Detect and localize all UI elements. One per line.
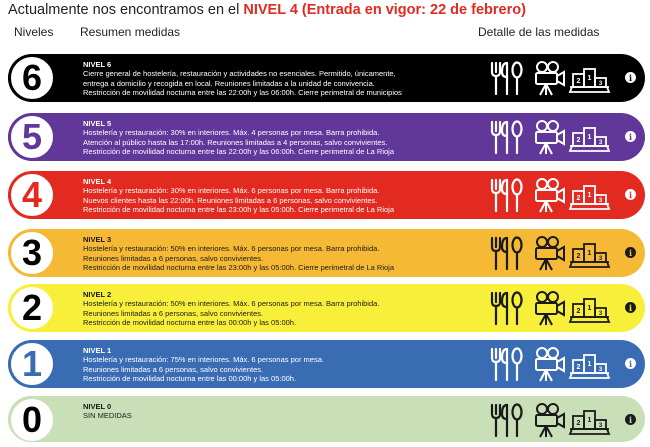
svg-text:3: 3	[598, 367, 603, 373]
level-summary-line: Restricción de movilidad nocturna entre las 22:00h y las 06:00h. Cierre perimetral de La Rioja	[83, 146, 394, 156]
headline-current-level: NIVEL 4 (Entrada en vigor: 22 de febrero)	[243, 2, 526, 18]
svg-text:1: 1	[587, 250, 592, 257]
level-title: NIVEL 4	[83, 177, 112, 186]
level-summary-line: Hostelería y restauración: 50% en interiores. Máx. 6 personas por mesa. Barra prohibida.	[83, 244, 380, 254]
level-summary	[83, 60, 473, 97]
level-title: NIVEL 0	[83, 402, 112, 411]
cutlery-icon	[492, 349, 522, 381]
level-number: 6	[8, 54, 56, 102]
movie-camera-icon	[536, 237, 564, 270]
level-summary-line: Hostelería y restauración: 30% en interiores. Máx. 6 personas por mesa. Barra prohibida.	[83, 186, 380, 196]
movie-camera-icon	[536, 179, 564, 212]
svg-text:2: 2	[576, 308, 581, 315]
measure-detail-icons	[486, 289, 631, 327]
level-summary-line: Atención al público hasta las 17:00h. Reuniones limitadas a 4 personas, salvo convivientes.	[83, 137, 388, 147]
svg-text:1: 1	[587, 305, 592, 312]
cutlery-icon	[492, 293, 522, 325]
level-summary-line: Hostelería y restauración: 30% en interiores. Máx. 4 personas por mesa. Barra prohibida.	[83, 128, 380, 138]
level-summary-line: Hostelería y restauración: 75% en interiores. Máx. 6 personas por mesa.	[83, 355, 324, 365]
level-title: NIVEL 2	[83, 290, 112, 299]
level-summary	[83, 346, 473, 383]
level-summary	[83, 177, 473, 214]
level-row-6[interactable]	[8, 54, 645, 102]
info-icon[interactable]: i	[625, 414, 636, 425]
level-title: NIVEL 1	[83, 346, 112, 355]
level-summary-line: Restricción de movilidad nocturna entre las 22:00h y las 06:00h. Cierre perimetral de municipios	[83, 87, 402, 97]
level-number: 2	[8, 284, 56, 332]
level-summary-line: SIN MEDIDAS	[83, 411, 132, 421]
level-row-5[interactable]	[8, 113, 645, 161]
podium-icon	[570, 69, 609, 92]
movie-camera-icon	[536, 121, 564, 154]
svg-text:3: 3	[598, 423, 603, 429]
svg-text:1: 1	[587, 134, 592, 141]
level-number: 3	[8, 229, 56, 277]
cutlery-icon	[492, 180, 522, 212]
podium-icon	[570, 186, 609, 209]
cutlery-icon	[492, 238, 522, 270]
level-summary-line: Reuniones limitadas a 6 personas, salvo convivientes.	[83, 253, 264, 263]
level-number: 0	[8, 396, 56, 442]
svg-text:3: 3	[598, 311, 603, 317]
level-summary-line: Restricción de movilidad nocturna entre las 00:00h y las 05:00h.	[83, 317, 297, 327]
level-summary	[83, 402, 473, 421]
level-summary	[83, 119, 473, 156]
svg-text:2: 2	[576, 420, 581, 427]
podium-icon	[570, 411, 609, 434]
cutlery-icon	[492, 405, 522, 437]
measure-detail-icons	[486, 401, 631, 439]
measure-detail-icons	[486, 118, 631, 156]
svg-text:2: 2	[576, 253, 581, 260]
level-summary-line: Reuniones limitadas a 6 personas, salvo convivientes.	[83, 308, 264, 318]
level-title: NIVEL 5	[83, 119, 112, 128]
movie-camera-icon	[536, 404, 564, 437]
level-title: NIVEL 3	[83, 235, 112, 244]
current-level-headline	[8, 2, 526, 18]
svg-text:2: 2	[576, 195, 581, 202]
headline-prefix: Actualmente nos encontramos en el	[8, 2, 240, 18]
svg-text:1: 1	[587, 75, 592, 82]
column-header-resumen: Resumen medidas	[80, 25, 181, 39]
info-icon[interactable]: i	[625, 189, 636, 200]
podium-icon	[570, 355, 609, 378]
level-row-4[interactable]	[8, 171, 645, 219]
info-icon[interactable]: i	[625, 302, 636, 313]
level-row-2[interactable]	[8, 284, 645, 332]
svg-text:3: 3	[598, 198, 603, 204]
svg-text:2: 2	[576, 78, 581, 85]
svg-text:3: 3	[598, 81, 603, 87]
column-header-detalle: Detalle de las medidas	[478, 25, 600, 39]
info-icon[interactable]: i	[625, 131, 636, 142]
level-title: NIVEL 6	[83, 60, 112, 69]
measure-detail-icons	[486, 234, 631, 272]
level-summary	[83, 235, 473, 272]
level-summary	[83, 290, 473, 327]
level-summary-line: Restricción de movilidad nocturna entre las 00:00h y las 05:00h.	[83, 373, 297, 383]
info-icon[interactable]: i	[625, 247, 636, 258]
level-number: 1	[8, 340, 56, 388]
svg-text:1: 1	[587, 361, 592, 368]
level-summary-line: entrega a domicilio y recogida en local. Reuniones limitadas a la unidad de convivencia.	[83, 78, 375, 88]
svg-text:1: 1	[587, 417, 592, 424]
movie-camera-icon	[536, 348, 564, 381]
svg-text:1: 1	[587, 192, 592, 199]
info-icon[interactable]: i	[625, 358, 636, 369]
cutlery-icon	[492, 122, 522, 154]
svg-text:2: 2	[576, 137, 581, 144]
level-number: 4	[8, 171, 56, 219]
level-row-1[interactable]	[8, 340, 645, 388]
level-summary-line: Restricción de movilidad nocturna entre las 23:00h y las 05:00h. Cierre perimetral de La Rioja	[83, 204, 394, 214]
podium-icon	[570, 244, 609, 267]
podium-icon	[570, 299, 609, 322]
measure-detail-icons	[486, 59, 631, 97]
level-summary-line: Restricción de movilidad nocturna entre las 23:00h y las 05:00h. Cierre perimetral de La Rioja	[83, 262, 394, 272]
level-row-3[interactable]	[8, 229, 645, 277]
column-header-niveles: Niveles	[14, 25, 54, 39]
cutlery-icon	[492, 63, 522, 95]
svg-text:3: 3	[598, 140, 603, 146]
movie-camera-icon	[536, 62, 564, 95]
svg-text:2: 2	[576, 364, 581, 371]
measure-detail-icons	[486, 176, 631, 214]
podium-icon	[570, 128, 609, 151]
svg-text:3: 3	[598, 256, 603, 262]
level-summary-line: Reuniones limitadas a 6 personas, salvo convivientes.	[83, 364, 264, 374]
measure-detail-icons	[486, 345, 631, 383]
movie-camera-icon	[536, 292, 564, 325]
info-icon[interactable]: i	[625, 72, 636, 83]
level-number: 5	[8, 113, 56, 161]
level-summary-line: Nuevos clientes hasta las 22:00h. Reuniones limitadas a 6 personas, salvo convivientes.	[83, 195, 378, 205]
level-summary-line: Hostelería y restauración: 50% en interiores. Máx. 6 personas por mesa. Barra prohibida.	[83, 299, 380, 309]
level-summary-line: Cierre general de hostelería, restauración y actividades no esenciales. Permitido, únicamente,	[83, 69, 396, 79]
level-row-0[interactable]	[8, 396, 645, 442]
